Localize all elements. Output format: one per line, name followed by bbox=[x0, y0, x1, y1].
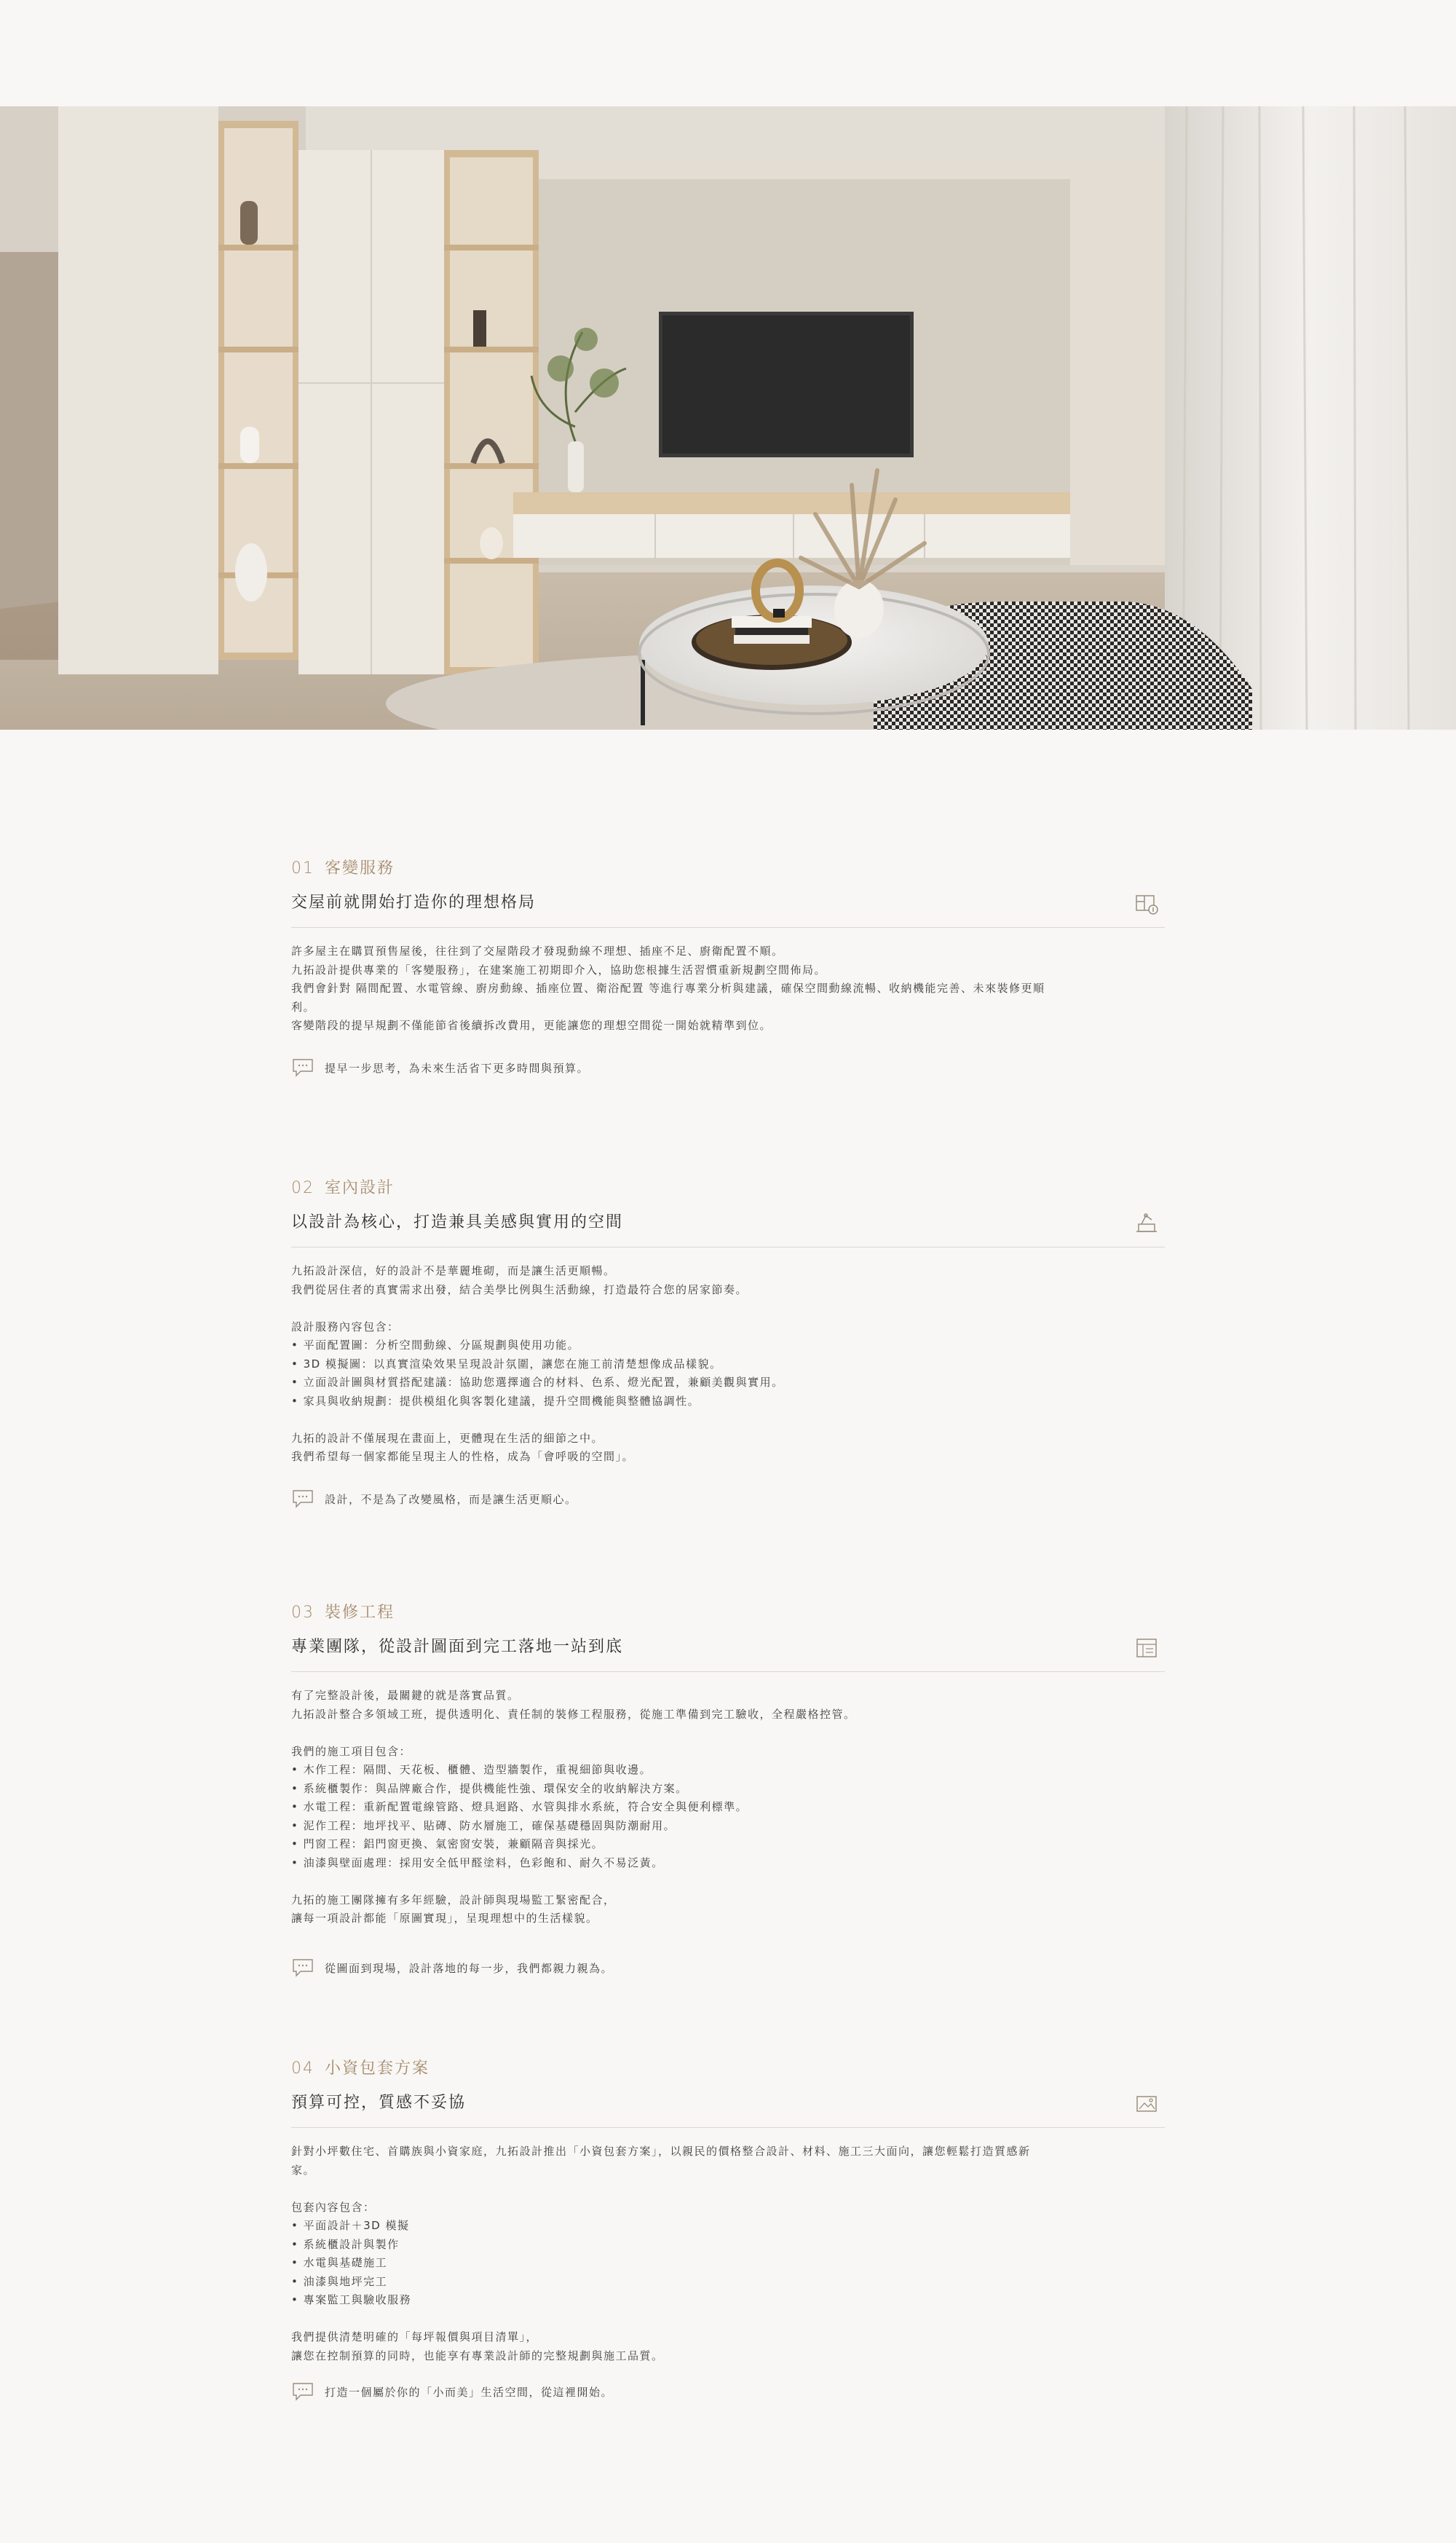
body-line: 九拓設計整合多領域工班，提供透明化、責任制的裝修工程服務，從施工準備到完工驗收，全程嚴格控管。 bbox=[291, 1707, 856, 1721]
body-line: 有了完整設計後，最關鍵的就是落實品質。 bbox=[291, 1689, 520, 1702]
body-line: 我們會針對 隔間配置、水電管線、廚房動線、插座位置、衛浴配置 等進行專業分析與建議，確保空間動線流暢、收納機能完善、未來裝修更順 bbox=[291, 982, 1045, 995]
body-line: • 水電與基礎施工 bbox=[291, 2256, 388, 2269]
service-section-02 bbox=[291, 1178, 1165, 1510]
section-title: 交屋前就開始打造你的理想格局 bbox=[291, 894, 537, 912]
section-title: 預算可控，質感不妥協 bbox=[291, 2094, 467, 2112]
body-line: 九拓設計深信，好的設計不是華麗堆砌，而是讓生活更順暢。 bbox=[291, 1264, 616, 1277]
body-line: • 立面設計圖與材質搭配建議：協助您選擇適合的材料、色系、燈光配置，兼顧美觀與實用。 bbox=[291, 1376, 784, 1389]
section-label-text: 裝修工程 bbox=[325, 1604, 395, 1622]
body-line: 我們從居住者的真實需求出發，結合美學比例與生活動線，打造最符合您的居家節奏。 bbox=[291, 1282, 748, 1296]
body-line: 家。 bbox=[291, 2163, 316, 2177]
section-number: 04 bbox=[291, 2059, 314, 2078]
section-label bbox=[291, 2058, 1165, 2080]
body-line: • 泥作工程：地坪找平、貼磚、防水層施工，確保基礎穩固與防潮耐用。 bbox=[291, 1818, 676, 1832]
section-title: 專業團隊，從設計圖面到完工落地一站到底 bbox=[291, 1638, 624, 1656]
hero-image bbox=[0, 106, 1456, 730]
quote-text: 從圖面到現場，設計落地的每一步，我們都親力親為。 bbox=[325, 1961, 614, 1975]
section-quote bbox=[291, 1957, 1165, 1979]
body-line: • 系統櫃製作：與品牌廠合作，提供機能性強、環保安全的收納解決方案。 bbox=[291, 1781, 688, 1795]
section-header bbox=[291, 890, 1165, 928]
body-line bbox=[291, 2180, 1165, 2199]
section-label bbox=[291, 1178, 1165, 1199]
section-quote bbox=[291, 1489, 1165, 1510]
body-line: • 木作工程：隔間、天花板、櫃體、造型牆製作，重視細節與收邊。 bbox=[291, 1763, 652, 1776]
section-header bbox=[291, 1210, 1165, 1247]
quote-text: 提早一步思考，為未來生活省下更多時間與預算。 bbox=[325, 1061, 590, 1075]
body-line: 九拓設計提供專業的「客變服務」，在建案施工初期即介入，協助您根據生活習慣重新規劃空間佈局。 bbox=[291, 963, 827, 977]
speech-bubble-icon bbox=[291, 1057, 316, 1079]
section-label bbox=[291, 1602, 1165, 1624]
section-label bbox=[291, 858, 1165, 880]
body-line: 許多屋主在購買預售屋後，往往到了交屋階段才發現動線不理想、插座不足、廚衛配置不順。 bbox=[291, 945, 784, 958]
body-line: 針對小坪數住宅、首購族與小資家庭，九拓設計推出「小資包套方案」，以親民的價格整合設計、材料、施工三大面向，讓您輕鬆打造質感新 bbox=[291, 2145, 1031, 2158]
body-line bbox=[291, 1411, 1165, 1430]
section-label-text: 客變服務 bbox=[325, 859, 395, 878]
body-line: • 專案監工與驗收服務 bbox=[291, 2293, 412, 2306]
body-line: • 水電工程：重新配置電線管路、燈具迴路、水管與排水系統，符合安全與便利標準。 bbox=[291, 1800, 748, 1813]
body-line: • 3D 模擬圖：以真實渲染效果呈現設計氛圍，讓您在施工前清楚想像成品樣貌。 bbox=[291, 1357, 722, 1371]
section-body bbox=[291, 942, 1165, 1036]
body-line: • 門窗工程：鋁門窗更換、氣密窗安裝，兼顧隔音與採光。 bbox=[291, 1837, 604, 1850]
section-title: 以設計為核心，打造兼具美感與實用的空間 bbox=[291, 1213, 624, 1231]
speech-bubble-icon bbox=[291, 1489, 316, 1510]
section-body bbox=[291, 2142, 1165, 2365]
section-number: 01 bbox=[291, 859, 314, 878]
body-line: 我們希望每一個家都能呈現主人的性格，成為「會呼吸的空間」。 bbox=[291, 1450, 635, 1463]
section-header bbox=[291, 2090, 1165, 2128]
body-line bbox=[291, 2310, 1165, 2329]
body-line bbox=[291, 1299, 1165, 1318]
body-line: 讓每一項設計都能「原圖實現」，呈現理想中的生活樣貌。 bbox=[291, 1912, 598, 1925]
body-line: 設計服務內容包含： bbox=[291, 1320, 400, 1333]
section-body bbox=[291, 1262, 1165, 1467]
quote-text: 打造一個屬於你的「小而美」生活空間，從這裡開始。 bbox=[325, 2386, 614, 2399]
body-line: 我們提供清楚明確的「每坪報價與項目清單」， bbox=[291, 2330, 539, 2343]
body-line: • 系統櫃設計與製作 bbox=[291, 2237, 400, 2251]
body-line: 客變階段的提早規劃不僅能節省後續拆改費用，更能讓您的理想空間從一開始就精準到位。 bbox=[291, 1019, 772, 1032]
body-line: • 家具與收納規劃：提供模組化與客製化建議，提升空間機能與整體協調性。 bbox=[291, 1394, 700, 1408]
service-section-01 bbox=[291, 858, 1165, 1079]
speech-bubble-icon bbox=[291, 1957, 316, 1979]
section-number: 03 bbox=[291, 1604, 314, 1622]
body-line: • 油漆與地坪完工 bbox=[291, 2274, 388, 2288]
section-label-text: 室內設計 bbox=[325, 1179, 395, 1197]
body-line bbox=[291, 1872, 1165, 1891]
living-room-photo bbox=[0, 106, 1456, 730]
body-line: 包套內容包含： bbox=[291, 2200, 376, 2214]
body-line: 九拓的施工團隊擁有多年經驗，設計師與現場監工緊密配合， bbox=[291, 1893, 616, 1907]
section-label-text: 小資包套方案 bbox=[325, 2059, 430, 2078]
service-section-03 bbox=[291, 1602, 1165, 1979]
speech-bubble-icon bbox=[291, 2381, 316, 2403]
blueprint-icon bbox=[1134, 1636, 1159, 1660]
section-quote bbox=[291, 2381, 1165, 2403]
floorplan-icon bbox=[1134, 891, 1159, 916]
body-line bbox=[291, 1724, 1165, 1743]
service-section-04 bbox=[291, 2058, 1165, 2403]
image-frame-icon bbox=[1134, 2091, 1159, 2116]
quote-text: 設計，不是為了改變風格，而是讓生活更順心。 bbox=[325, 1492, 577, 1506]
body-line: • 平面設計＋3D 模擬 bbox=[291, 2219, 410, 2232]
section-body bbox=[291, 1687, 1165, 1928]
body-line: • 平面配置圖：分析空間動線、分區規劃與使用功能。 bbox=[291, 1338, 580, 1352]
body-line: 讓您在控制預算的同時，也能享有專業設計師的完整規劃與施工品質。 bbox=[291, 2349, 664, 2362]
section-quote bbox=[291, 1057, 1165, 1079]
body-line: 我們的施工項目包含： bbox=[291, 1744, 412, 1758]
body-line: 九拓的設計不僅展現在畫面上，更體現在生活的細節之中。 bbox=[291, 1431, 604, 1445]
drafting-icon bbox=[1134, 1211, 1159, 1236]
section-header bbox=[291, 1634, 1165, 1672]
body-line: 利。 bbox=[291, 1000, 316, 1014]
body-line: • 油漆與壁面處理：採用安全低甲醛塗料，色彩飽和、耐久不易泛黃。 bbox=[291, 1856, 664, 1869]
section-number: 02 bbox=[291, 1179, 314, 1197]
